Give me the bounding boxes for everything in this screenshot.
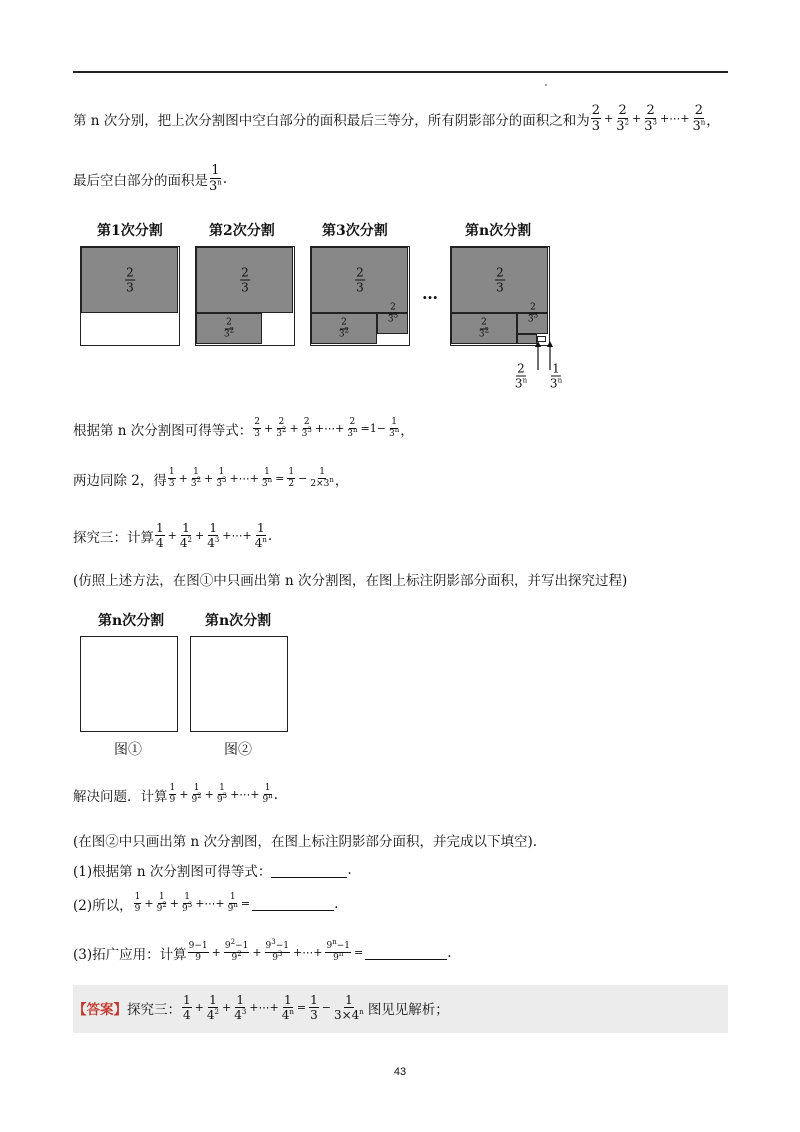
fig2-caption-2: 第n次分割: [205, 613, 272, 629]
line4-text: 两边同除 2，得: [73, 472, 167, 489]
line1-text: 第 n 次分别，把上次分割图中空白部分的面积最后三等分，所有阴影部分的面积之和为: [73, 112, 590, 129]
answer-tail: 图见见解析；: [367, 1001, 449, 1018]
line7-text: 解决问题．计算: [73, 788, 168, 805]
line11-tail: .: [447, 944, 452, 961]
fraction-label: $\frac{2}{3^2}$: [223, 317, 235, 340]
answer-blank-2[interactable]: [252, 896, 334, 911]
page-number: 43: [393, 1066, 407, 1078]
term-2-3cu: $\frac{2}{3^3}$: [644, 103, 657, 134]
arrow-label-shaded: $\frac{2}{3^n}$: [514, 361, 528, 391]
line11-text: (3)拓广应用：计算: [73, 946, 187, 963]
paragraph-line-6: (仿照上述方法，在图①中只画出第 n 次分割图，在图上标注阴影部分面积，并写出探究过程): [73, 573, 628, 589]
stray-dot: [545, 84, 547, 86]
ellipsis: …: [422, 284, 438, 303]
fraction-label: $\frac{2}{3^3}$: [387, 302, 399, 325]
paragraph-line-1: 第 n 次分别，把上次分割图中空白部分的面积最后三等分，所有阴影部分的面积之和为 $\frac{2}{3}$ + $\frac{2}{3^2}$ + $\frac{2}{3^3}$ +⋯+ $\frac{2}{3^n}$ ，: [73, 103, 720, 134]
header-rule: [73, 71, 728, 73]
line5-text: 探究三：计算: [73, 529, 154, 546]
fig1-caption-3: 第3次分割: [322, 223, 388, 239]
paragraph-line-10: (2)所以， $\frac{1}{9}$ + $\frac{1}{9^2}$ + $\frac{1}{9^3}$ +⋯+ $\frac{1}{9^n}$ = .: [73, 892, 339, 914]
fig1-caption-1: 第1次分割: [97, 223, 163, 239]
line9-tail: .: [347, 862, 352, 878]
answer-text: 探究三：: [127, 1001, 181, 1018]
term-2-3sq: $\frac{2}{3^2}$: [616, 103, 630, 134]
empty-square-2: [190, 636, 288, 732]
line2-text: 最后空白部分的面积是: [73, 172, 208, 189]
line3-text: 根据第 n 次分割图可得等式：: [73, 422, 253, 439]
paragraph-line-7: 解决问题．计算 $\frac{1}{9}$ + $\frac{1}{9^2}$ + $\frac{1}{9^3}$ +⋯+ $\frac{1}{9^n}$ .: [73, 783, 279, 805]
line4-tail: ，: [334, 472, 349, 489]
line2-tail: .: [222, 170, 228, 187]
fig1-caption-n: 第n次分割: [465, 223, 532, 239]
term-2-3: $\frac{2}{3}$: [591, 103, 601, 134]
line7-tail: .: [273, 786, 279, 803]
fraction-label: $\frac{2}{3}$: [241, 265, 249, 295]
line10-text: (2)所以，: [73, 897, 133, 914]
fraction-label: $\frac{2}{3^2}$: [338, 317, 350, 340]
fig2-label-2: 图②: [224, 742, 252, 758]
paragraph-line-3: 根据第 n 次分割图可得等式： $\frac{2}{3}$ + $\frac{2}{3^2}$ + $\frac{2}{3^3}$ +⋯+ $\frac{2}{3^n}$ =1− $\frac{1}{3^n}$ ，: [73, 417, 414, 439]
answer-blank-1[interactable]: [271, 863, 347, 878]
arrow-label-blank: $\frac{1}{3^n}$: [549, 361, 563, 391]
fig2-caption-1: 第n次分割: [98, 613, 165, 629]
fig2-label-1: 图①: [114, 742, 142, 758]
square-split-n: [450, 246, 550, 346]
line9-text: (1)根据第 n 次分割图可得等式：: [73, 864, 272, 880]
fraction-label: $\frac{2}{3}$: [356, 265, 364, 295]
fraction-label: $\frac{2}{3}$: [126, 265, 134, 295]
blank-area-fraction: $\frac{1}{3^n}$: [209, 163, 222, 194]
answer-line: 【答案】 探究三： $\frac{1}{4}$ + $\frac{1}{4^2}$ + $\frac{1}{4^3}$ +⋯+ $\frac{1}{4^n}$ = $\frac{1}{3}$ − $\frac{1}{3\times 4^n}$ 图见见解析；: [73, 993, 449, 1022]
fraction-label: $\frac{2}{3}$: [496, 265, 504, 295]
line3-tail: ，: [400, 422, 414, 439]
paragraph-line-9: [73, 860, 352, 880]
fraction-label: $\frac{2}{3^2}$: [478, 317, 490, 340]
paragraph-line-4: 两边同除 2，得 $\frac{1}{3}$ + $\frac{1}{3^2}$ + $\frac{1}{3^3}$ +⋯+ $\frac{1}{3^n}$ = $\frac{1}{2}$ − $\frac{1}{2\times 3^n}$ ，: [73, 467, 349, 489]
paragraph-line-8: (在图②中只画出第 n 次分割图，在图上标注阴影部分面积，并完成以下填空).: [73, 834, 538, 850]
line10-tail: .: [334, 895, 339, 912]
answer-tag: 【答案】: [73, 1001, 127, 1018]
line1-tail: ，: [706, 112, 720, 129]
paragraph-line-2: [73, 164, 227, 193]
paragraph-line-5: 探究三：计算 $\frac{1}{4}$ + $\frac{1}{4^2}$ + $\frac{1}{4^3}$ +⋯+ $\frac{1}{4^n}$ .: [73, 521, 273, 550]
square-split-3: [310, 246, 410, 346]
fraction-label: $\frac{2}{3^3}$: [527, 302, 539, 325]
empty-square-1: [80, 636, 178, 732]
line5-tail: .: [267, 527, 273, 544]
paragraph-line-11: (3)拓广应用：计算 $\frac{9-1}{9}$ + $\frac{9^2-1}{9^2}$ + $\frac{9^3-1}{9^3}$ +⋯+ $\frac{9^n-1}{9^n}$ = .: [73, 938, 452, 963]
square-split-1: [80, 246, 180, 346]
term-2-3n: $\frac{2}{3^n}$: [692, 103, 706, 134]
answer-blank-3[interactable]: [365, 945, 447, 960]
fig1-caption-2: 第2次分割: [209, 223, 275, 239]
square-split-2: [195, 246, 295, 346]
